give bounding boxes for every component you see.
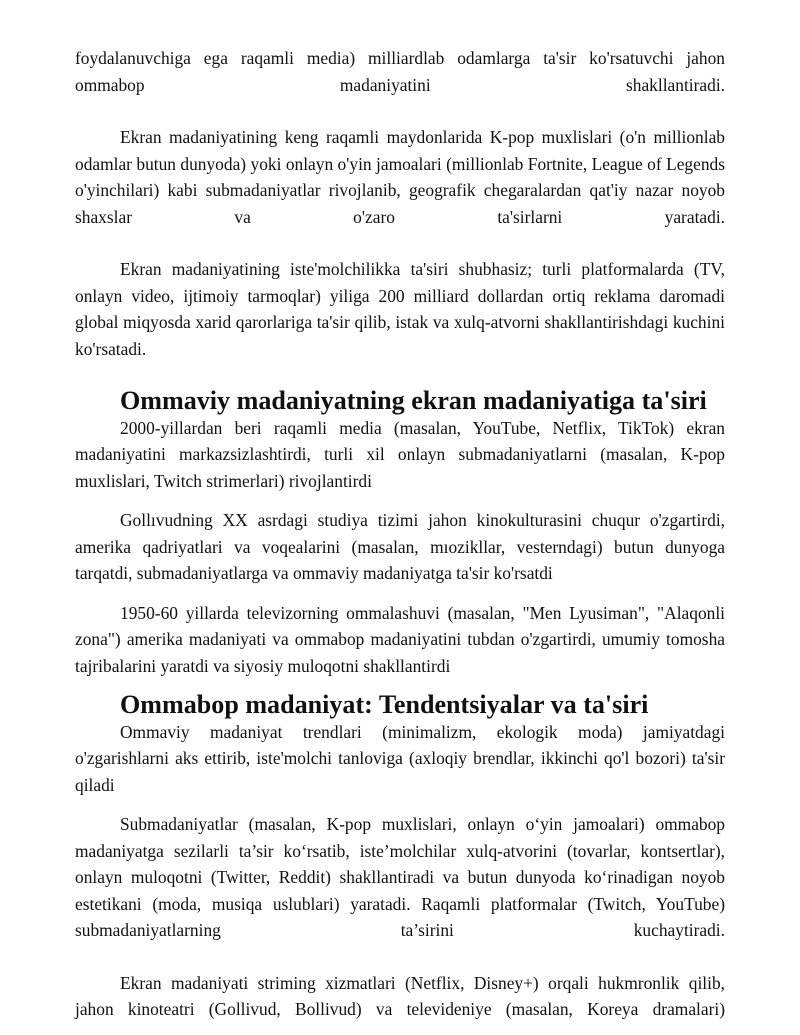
paragraph-continuation: foydalanuvchiga ega raqamli media) milliardlab odamlarga ta'sir ko'rsatuvchi jahon ommabop madaniyatini shakllantiradi.	[75, 48, 725, 95]
section-heading-mass-culture: Ommaviy madaniyatning ekran madaniyatiga ta'siri	[120, 386, 707, 415]
paragraph-television: 1950-60 yillarda televizorning ommalashuvi (masalan, "Men Lyusiman", "Alaqonli zona") amerika madaniyati va ommabop madaniyatini tubdan o'zgartirdi, umumiy tomosha tajribalarini yaratdi va siyosiy muloqotni shakllantirdi	[75, 602, 725, 676]
paragraph-hollywood: Gollıvudning XX asrdagi studiya tizimi jahon kinokulturasini chuqur o'zgartirdi, amerika qadriyatlari va voqealarini (masalan, mıozikllar, vesterndagi) butun dunyoga tarqatdi, submadaniyatlarga va ommaviy madaniyatga ta'sir ko'rsatdi	[75, 510, 725, 583]
paragraph-subcultures: Ekran madaniyatining keng raqamli maydonlarida K-pop muxlislari (o'n millionlab odamlar butun dunyoda) yoki onlayn o'yin jamoalari (millionlab Fortnite, League of Legends o'yinchilari) kabi submadaniyatlar rivojlanib, geografik chegaralardan qat'iy nazar noyob shaxslar va o'zaro ta'sirlarni yaratadi.	[75, 127, 725, 227]
document-page	[75, 45, 725, 1023]
paragraph-streaming: Ekran madaniyati striming xizmatlari (Netflix, Disney+) orqali hukmronlik qilib, jahon kinoteatri (Gollivud, Bollivud) va televideniye (masalan, Koreya dramalari)	[75, 972, 725, 1019]
paragraph-trends: Ommaviy madaniyat trendlari (minimalizm, ekologik moda) jamiyatdagi o'zgarishlarni aks ettirib, iste'molchi tanloviga (axloqiy brendlar, ikkinchi qo'l bozori) ta'sir qiladi	[75, 721, 725, 795]
paragraph-submadaniyatlar: Submadaniyatlar (masalan, K-pop muxlislari, onlayn o‘yin jamoalari) ommabop madaniyatga sezilarli ta’sir ko‘rsatib, iste’molchilar xulq-atvorini (tovarlar, kontsertlar), onlayn muloqotni (Twitter, Reddit) shakllantiradi va butun dunyoda ko‘rinadigan noyob estetikani (moda, musiqa uslublari) yaratadi. Raqamli platformalar (Twitch, YouTube) submadaniyatlarning ta’sirini kuchaytiradi.	[75, 814, 725, 940]
paragraph-digital-media: 2000-yillardan beri raqamli media (masalan, YouTube, Netflix, TikTok) ekran madaniyatini markazsizlashtirdi, turli xil onlayn submadaniyatlarni (masalan, K-pop muxlislari, Twitch strimerlari) rivojlantirdi	[75, 417, 725, 491]
section-heading-pop-culture: Ommabop madaniyat: Tendentsiyalar va ta'siri	[120, 690, 649, 719]
paragraph-consumerism: Ekran madaniyatining iste'molchilikka ta'siri shubhasiz; turli platformalarda (TV, onlayn video, ijtimoiy tarmoqlar) yiliga 200 milliard dollardan ortiq reklama daromadi global miqyosda xarid qarorlariga ta'sir qilib, istak va xulq-atvorni shakllantirishdagi kuchini ko'rsatadi.	[75, 259, 725, 359]
